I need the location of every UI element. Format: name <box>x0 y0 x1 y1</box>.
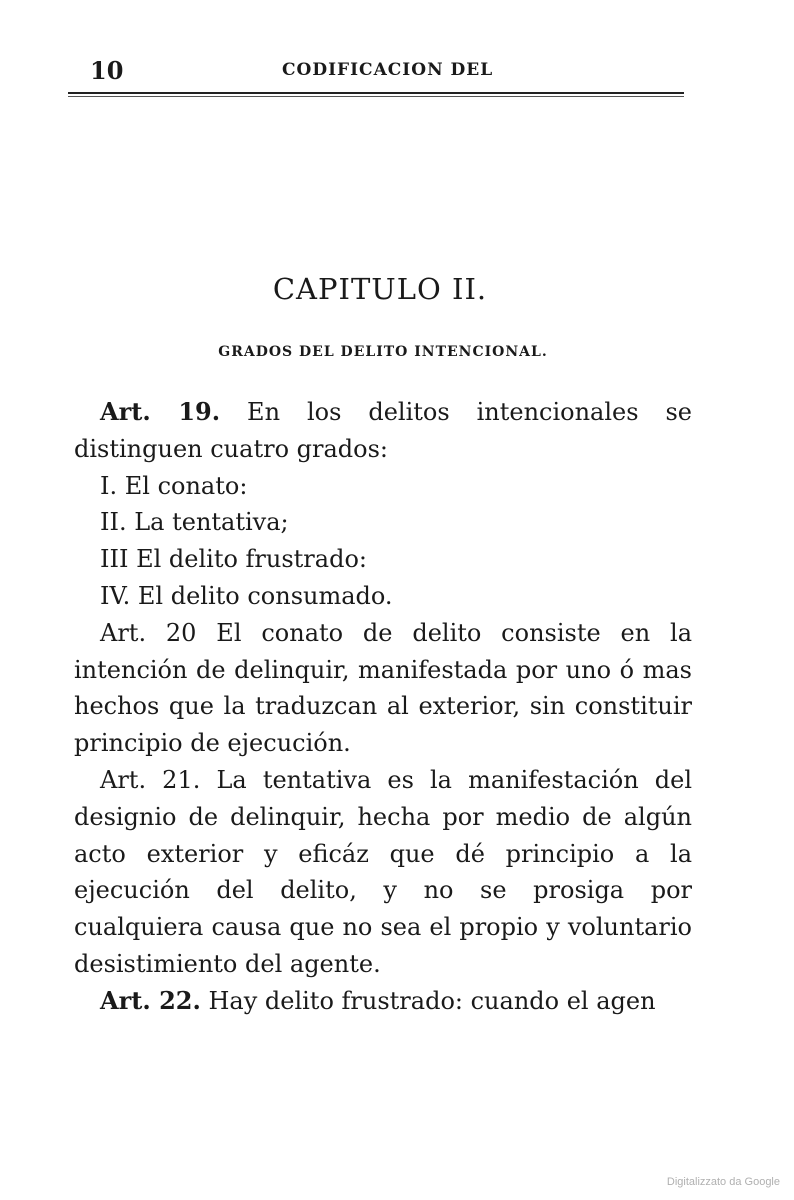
grade-item-4: IV. El delito consumado. <box>100 581 393 610</box>
body-text <box>74 394 692 1020</box>
article-20-text: El conato de delito consiste en la intención de delinquir, manifestada por uno ó mas hechos que la traduzcan al exterior, sin constituir principio de ejecución. <box>74 618 693 758</box>
article-21-text: La tentativa es la manifestación del designio de delinquir, hecha por medio de algún acto exterior y eficáz que dé principio a la ejecución del delito, y no se prosiga por cualquiera causa que no sea el propio y voluntario desistimiento del agente. <box>74 765 693 978</box>
article-20-label: Art. 20 <box>100 618 197 647</box>
digitization-watermark: Digitalizzato da Google <box>666 1176 780 1188</box>
grade-item-2: II. La tentativa; <box>100 508 289 537</box>
chapter-title: CAPITULO II. <box>272 272 488 306</box>
page-number: 10 <box>90 56 124 85</box>
running-head: CODIFICACION DEL <box>282 60 494 80</box>
grade-item-3: III El delito frustrado: <box>100 545 367 574</box>
header-rule-secondary <box>68 96 684 97</box>
article-19-label: Art. 19. <box>100 397 221 426</box>
article-22 <box>74 983 692 1020</box>
article-19 <box>74 394 692 468</box>
article-20 <box>74 615 692 762</box>
article-21 <box>74 762 692 983</box>
article-21-label: Art. 21. <box>100 765 201 794</box>
article-19-text: En los delitos intencionales se distinguen cuatro grados: <box>74 398 692 463</box>
article-22-text: Hay delito frustrado: cuando el agen <box>200 986 656 1015</box>
page-header <box>72 56 684 86</box>
article-22-label: Art. 22. <box>100 985 201 1015</box>
header-rule <box>68 92 684 94</box>
grade-item-1: I. El conato: <box>100 471 248 500</box>
chapter-subtitle: GRADOS DEL DELITO INTENCIONAL. <box>218 344 548 360</box>
